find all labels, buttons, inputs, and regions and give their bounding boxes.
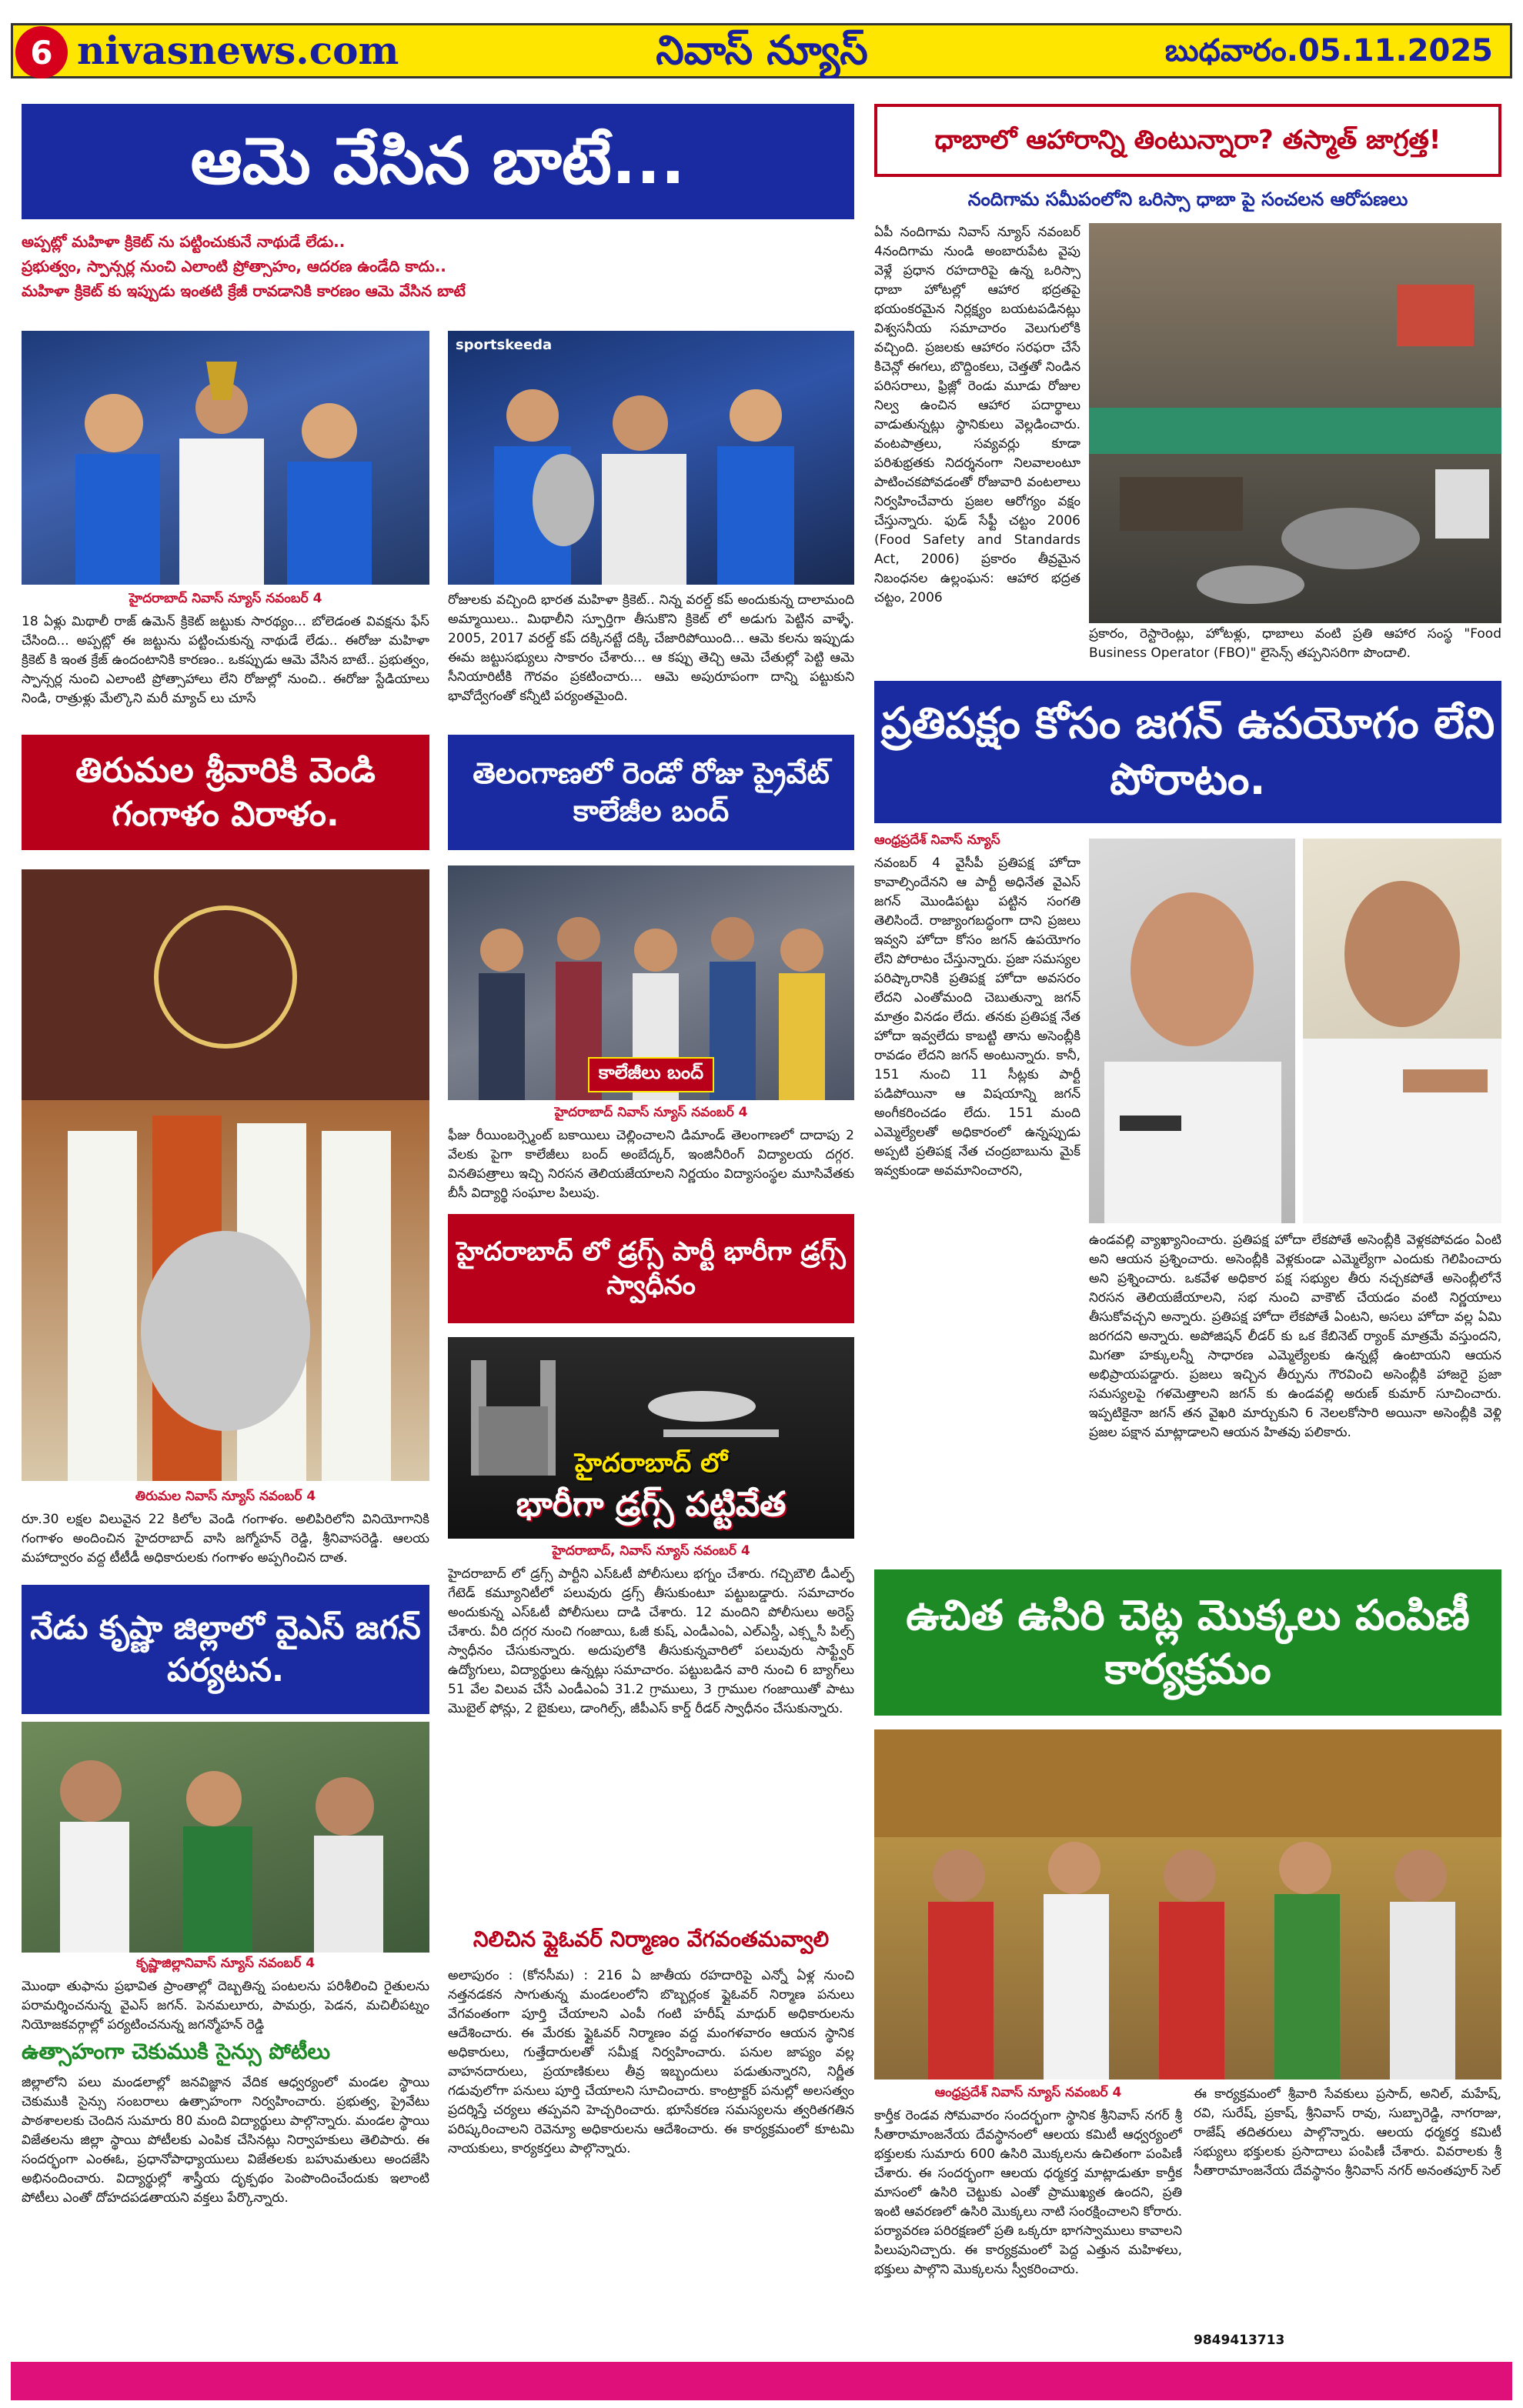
drugs-photo	[448, 1337, 854, 1539]
undavalli-photo	[1303, 839, 1501, 1223]
drugs-body: హైదరాబాద్ లో డ్రగ్స్ పార్టీని ఎస్ఓటీ పోలీసులు భగ్నం చేశారు. గచ్చిబౌలి డీఎల్ఫ్ గేటెడ్ కమ్యూనిటీలో పలువురు డ్రగ్స్ తీసుకుంటూ పట్టుబడ్డారు. సమాచారం అందుకున్న ఎస్ఓటీ పోలీసులు దాడి చేశారు. 12 మందిని పోలీసులు అరెస్ట్ చేశారు. వీరి దగ్గర నుంచి గంజాయి, ఓజీ కుష్, ఎండీఎంఏ, ఎల్ఎస్డీ, ఎక్స్టసీ పిల్స్ స్వాధీనం చేసుకున్నారు. అదుపులోకి తీసుకున్నవారిలో పలువురు సాఫ్ట్వేర్ ఉద్యోగులు, విద్యార్థులు ఉన్నట్లు సమాచారం. పట్టుబడిన వారి నుంచి 6 బ్యాగ్‌లు 51 వేల విలువ చేసే ఎండీఎంఏ 31.2 గ్రాములు, 3 గ్రాముల గంజాయితో పాటు మొబైల్ ఫోన్లు, 2 బైకులు, డాంగిల్స్, జీపీఎస్ కార్డ్ రీడర్ స్వాధీనం చేసుకున్నారు.	[448, 1566, 854, 1716]
jagan-visit-dateline: కృష్ణాజిల్లానివాస్ న్యూస్ నవంబర్ 4	[135, 1956, 316, 1971]
tirumala-photo	[22, 869, 429, 1481]
colleges-photo	[448, 865, 854, 1100]
portrait-photo	[1303, 839, 1501, 1223]
jagan-visit-photo	[22, 1722, 429, 1953]
site-name[interactable]: nivasnews.com	[77, 28, 399, 73]
jagan-visit-body: మొంథా తుఫాను ప్రభావిత ప్రాంతాల్లో దెబ్బతిన్న పంటలను పరిశీలించి రైతులను పరామర్శించనున్న వైఎస్ జగన్. పెనమలూరు, పామర్రు, పెడన, మచిలీపట్నం నియోజకవర్గాల్లో పర్యటించనున్న జగన్మోహన్ రెడ్డి	[22, 1979, 429, 2033]
cricket-headline: ఆమె వేసిన బాటే...	[22, 104, 854, 219]
jagan-photo	[1089, 839, 1295, 1223]
usiri-dateline: ఆంధ్రప్రదేశ్ నివాస్ న్యూస్ నవంబర్ 4	[934, 2085, 1122, 2100]
celebration-photo	[22, 331, 429, 585]
kitchen-photo	[1089, 223, 1501, 623]
cricket-photo-left	[22, 331, 429, 585]
opposition-dateline: ఆంధ్రప్రదేశ్ నివాస్ న్యూస్	[874, 832, 1000, 848]
crowd-photo	[22, 1722, 429, 1953]
dhaba-headline: ధాబాలో ఆహారాన్ని తింటున్నారా? తస్మాత్ జాగ్రత్త!	[874, 104, 1501, 177]
flyover-headline: నిలిచిన ఫ్లైఓవర్ నిర్మాణం వేగవంతమవ్వాలి	[473, 1926, 830, 1952]
tirumala-headline: తిరుమల శ్రీవారికి వెండి గంగాళం విరాళం.	[22, 735, 429, 850]
drugs-headline: హైదరాబాద్ లో డ్రగ్స్ పార్టీ భారీగా డ్రగ్స్ స్వాధీనం	[448, 1214, 854, 1323]
cricket-intro	[22, 229, 854, 325]
portrait-photo	[1089, 839, 1295, 1223]
dhaba-subhead: నందిగామ సమీపంలోని ఒరిస్సా ధాబా పై సంచలన ఆరోపణలు	[967, 188, 1408, 210]
cricket-photo-right	[448, 331, 854, 585]
cricket-body-right: రోజులకు వచ్చింది భారత మహిళా క్రికెట్.. నిన్న వరల్డ్ కప్ అందుకున్న దాలామంది అమ్మాయిలు.. మిథాలీని స్ఫూర్తిగా తీసుకొని క్రికెట్ లో అడుగు పెట్టిన వాళ్ళే. 2005, 2017 వరల్డ్ కప్ దక్కినట్టే దక్కి చేజారిపోయింది... ఆమె కలను ఇప్పుడు ఈమ జట్టుసభ్యులు సాకారం చేశారు... ఆ కప్పు తెచ్చి ఆమె చేతుల్లో పెట్టి ఆమె సీనియారిటీకి గౌరవం ప్రకటించారు... ఆమె అపురూపంగా దాన్ని పట్టుకుని భావోద్వేగంతో కన్నీటి పర్యంతమైంది.	[448, 592, 854, 704]
cricket-intro-line: అప్పట్లో మహిళా క్రికెట్ ను పట్టించుకునే నాథుడే లేడు..	[22, 232, 346, 251]
opposition-body-bottom: ఉండవల్లి వ్యాఖ్యానించారు. ప్రతిపక్ష హోదా లేకపోతే అసెంబ్లీకి వెళ్లకపోవడం ఏంటి అని ఆయన ప్రశ్నించారు. అసెంబ్లీకి వెళ్లకుండా ఎమ్మెల్యేగా ఎందుకు గెలిపించారు అని ప్రశ్నించారు. ఒకవేళ అధికార పక్ష సభ్యుల తీరు నచ్చకపోతే అసెంబ్లీలోనే నిరసన తెలియజేయాలని, సభ నుంచి వాకౌట్ చేయడం వంటి నిర్ణయాలు తీసుకోవచ్చని అన్నారు. ప్రతిపక్ష హోదా లేకపోతే ఏంటని, అసలు హోదా వల్ల ఏమి జరగదని అన్నారు. అపోజిషన్ లీడర్ కు ఒక కేబినెట్ ర్యాంక్ మాత్రమే వస్తుందని, మిగతా హక్కులన్నీ సాధారణ ఎమ్మెల్యేలకు ఉన్నట్లే ఉంటాయని ఆయన అభిప్రాయపడ్డారు. ప్రజలు ఇచ్చిన తీర్పును గౌరవించి అసెంబ్లీకి హాజరై ప్రజా సమస్యలపై గళమెత్తాలని జగన్ కు ఉండవల్లి అరుణ్ కుమార్ సూచించారు. ఇప్పటికైనా జగన్ తన వైఖరి మార్చుకుని 6 నెలలకోసారి అయినా అసెంబ్లీకి వెళ్లి ప్రజల పక్షాన మాట్లాడాలని ఆయన హితవు పలికారు.	[1089, 1232, 1501, 1440]
cricket-dateline: హైదరాబాద్ నివాస్ న్యూస్ నవంబర్ 4	[129, 591, 322, 606]
flyover-body: అలాపురం : (కోనసీమ) : 216 ఏ జాతీయ రహదారిపై ఎన్నో ఏళ్ల నుంచి నత్తనడకన సాగుతున్న మండలంలోని బొబ్బర్లంక ఫ్లైఓవర్ నిర్మాణ పనులు వేగవంతంగా పూర్తి చేయాలని ఎంపీ గంటి హరీష్ మాధుర్ అధికారులను ఆదేశించారు. ఈ మేరకు ఫ్లైఓవర్ నిర్మాణం వద్ద మంగళవారం ఆయన స్థానిక అధికారులు, గుత్తేదారులతో సమీక్ష నిర్వహించారు. పనుల జాప్యం వల్ల వాహనదారులు, ప్రయాణికులు తీవ్ర ఇబ్బందులు పడుతున్నారని, నిర్ణీత గడువులోగా పనులు పూర్తి చేయాలని సూచించారు. కాంట్రాక్టర్ పనుల్లో అలసత్వం ప్రదర్శిస్తే చర్యలు తప్పవని హెచ్చరించారు. భూసేకరణ సమస్యలను త్వరితగతిన పరిష్కరించాలని రెవెన్యూ అధికారులను ఆదేశించారు. ఈ కార్యక్రమంలో కూటమి నాయకులు, కార్యకర్తలు పాల్గొన్నారు.	[448, 1968, 854, 2156]
opposition-body-left: నవంబర్ 4 వైసీపీ ప్రతిపక్ష హోదా కావాల్సిందేనని ఆ పార్టీ అధినేత వైఎస్ జగన్ మొండిపట్టు పట్టిన సంగతి తెలిసిందే. రాజ్యాంగబద్ధంగా దాని ప్రజలు ఇవ్వని హోదా కోసం జగన్ ఉపయోగం లేని పోరాటం చేస్తున్నారు. ప్రజా సమస్యల పరిష్కారానికి ప్రతిపక్ష హోదా అవసరం లేదని ఎంతోమంది చెబుతున్నా జగన్ మాత్రం వినడం లేదు. తనకు ప్రతిపక్ష నేత హోదా ఇవ్వలేదు కాబట్టి తాను అసెంబ్లీకి రావడం లేదని జగన్ అంటున్నారు. కానీ, 151 నుంచి 11 సీట్లకు పార్టీ పడిపోయినా ఆ విషయాన్ని జగన్ అంగీకరించడం లేదు. 151 మంది ఎమ్మెల్యేలతో అధికారంలో ఉన్నప్పుడు అప్పటి ప్రతిపక్ష నేత చంద్రబాబును మైక్ ఇవ్వకుండా అవమానించారని,	[874, 855, 1080, 1179]
dhaba-body-left: ఏపీ నందిగామ నివాస్ న్యూస్ నవంబర్ 4నందిగామ నుండి అంబారుపేట వైపు వెళ్లే ప్రధాన రహదారిపై ఉన్న ఒరిస్సా ధాబా హోటల్లో ఆహార భద్రతపై భయంకరమైన నిర్లక్ష్యం బయటపడినట్లు విశ్వసనీయ సమాచారం వెలుగులోకి వచ్చింది. ప్రజలకు ఆహారం సరఫరా చేసే కిచెన్లో ఈగలు, బొద్దింకలు, చెత్తతో నిండిన పరిసరాలు, ఫ్రిజ్లో రెండు మూడు రోజుల నిల్వ ఉంచిన ఆహార పదార్థాలు వాడుతున్నట్లు స్థానికులు వెల్లడించారు. వంటపాత్రలు, సవ్యవర్లు కూడా పరిశుభ్రతకు నిదర్శనంగా నిలవాలంటూ పాటించకపోవడంతో రోజువారి వంటలాలు నిర్వహించేవారు ప్రజల ఆరోగ్యం వక్షం చేస్తున్నారు. ఫుడ్ సేఫ్టీ చట్టం 2006 (Food Safety and Standards Act, 2006) ప్రకారం తీవ్రమైన నిబంధనల ఉల్లంఘన: ఆహార భద్రత చట్టం, 2006	[874, 225, 1080, 605]
drugs-photo-line1: హైదరాబాద్ లో	[574, 1448, 728, 1479]
temple-photo	[22, 869, 429, 1481]
trophy-photo	[448, 331, 854, 585]
tirumala-dateline: తిరుమల నివాస్ న్యూస్ నవంబర్ 4	[135, 1489, 316, 1504]
dhaba-kitchen-photo	[1089, 223, 1501, 623]
chess-headline: ఉత్సాహంగా చెకుముకి సైన్సు పోటీలు	[22, 2039, 331, 2064]
dhaba-body-right: ప్రకారం, రెస్టారెంట్లు, హోటళ్లు, ధాబాలు వంటి ప్రతి ఆహార సంస్థ "Food Business Operator (FBO)" లైసెన్స్ తప్పనిసరిగా పొందాలి.	[1089, 626, 1501, 661]
issue-date: బుధవారం.05.11.2025	[1164, 33, 1493, 68]
colleges-dateline: హైదరాబాద్ నివాస్ న్యూస్ నవంబర్ 4	[554, 1105, 748, 1120]
footer-bar	[11, 2362, 1512, 2400]
jagan-visit-headline: నేడు కృష్ణా జిల్లాలో వైఎస్ జగన్ పర్యటన.	[22, 1585, 429, 1714]
usiri-phone: 9849413713	[1194, 2333, 1285, 2348]
drugs-dateline: హైదరాబాద్, నివాస్ న్యూస్ నవంబర్ 4	[552, 1543, 750, 1559]
usiri-body-right: ఈ కార్యక్రమంలో శ్రీవారి సేవకులు ప్రసాద్, అనిల్, మహేష్, రవి, సురేష్, ప్రకాష్, శ్రీనివాస్ రావు, సుబ్బారెడ్డి, నాగరాజు, రాజేష్ తదితరులు పాల్గొన్నారు. ఆలయ ధర్మకర్త కమిటీ సభ్యులు భక్తులకు ప్రసాదాలు పంపిణీ చేశారు. వివరాలకు శ్రీ సీతారామాంజనేయ దేవస్థానం శ్రీనివాస్ నగర్ అనంతపూర్ సెల్	[1194, 2086, 1501, 2179]
cricket-intro-line: మహిళా క్రికెట్ కు ఇప్పుడు ఇంతటి క్రేజీ రావడానికి కారణం ఆమె వేసిన బాటే	[22, 282, 466, 300]
chess-body: జిల్లాలోని పలు మండలాల్లో జనవిజ్ఞాన వేదిక ఆధ్వర్యంలో మండల స్థాయి చెకుముకి సైన్సు సంబరాలు ఉత్సాహంగా నిర్వహించారు. ప్రభుత్వ, ప్రైవేటు పాఠశాలలకు చెందిన సుమారు 80 మంది విద్యార్థులు పాల్గొన్నారు. మండల స్థాయి విజేతలను జిల్లా స్థాయి పోటీలకు ఎంపిక చేసినట్లు నిర్వాహకులు తెలిపారు. ఈ సందర్భంగా ఎంఈఓ, ప్రధానోపాధ్యాయులు విజేతలకు బహుమతులు అందజేసి అభినందించారు. విద్యార్థుల్లో శాస్త్రీయ దృక్పథం పెంపొందించేందుకు ఇలాంటి పోటీలు ఎంతో దోహదపడతాయని వక్తలు పేర్కొన్నారు.	[22, 2075, 429, 2206]
usiri-body-left: కార్తీక రెండవ సోమవారం సందర్భంగా స్థానిక శ్రీనివాస్ నగర్ శ్రీ సీతారామాంజనేయ దేవస్థానంలో ఆలయ కమిటీ ఆధ్వర్యంలో భక్తులకు సుమారు 600 ఉసిరి మొక్కలను ఉచితంగా పంపిణీ చేశారు. ఈ సందర్భంగా ఆలయ ధర్మకర్త మాట్లాడుతూ కార్తీక మాసంలో ఉసిరి చెట్టుకు ఎంతో ప్రాముఖ్యత ఉందని, ప్రతి ఇంటి ఆవరణలో ఉసిరి మొక్కలు నాటి సంరక్షించాలని కోరారు. పర్యావరణ పరిరక్షణలో ప్రతి ఒక్కరూ భాగస్వాములు కావాలని పిలుపునిచ్చారు. ఈ కార్యక్రమంలో పెద్ద ఎత్తున మహిళలు, భక్తులు పాల్గొని మొక్కలను స్వీకరించారు.	[874, 2108, 1182, 2277]
colleges-headline: తెలంగాణలో రెండో రోజు ప్రైవేట్ కాలేజీల బంద్	[448, 735, 854, 850]
colleges-photo-label: కాలేజీలు బంద్	[588, 1057, 714, 1092]
paper-name: నివాస్ న్యూస్	[656, 28, 868, 74]
opposition-headline: ప్రతిపక్షం కోసం జగన్ ఉపయోగం లేని పోరాటం.	[874, 681, 1501, 823]
colleges-body: ఫీజు రీయింబర్స్మెంట్ బకాయిలు చెల్లించాలని డిమాండ్ తెలంగాణలో దాదాపు 2 వేలకు పైగా కాలేజీలు బంద్ అంబేద్కర్, ఇంజినీరింగ్ విద్యాలయ దగ్గర. వినతిపత్రాలు ఇచ్చి నిరసన తెలియజేయాలని నిర్ణయం విద్యాసంస్థల మూసివేతకు బీసీ విద్యార్థి సంఘాల పిలుపు.	[448, 1128, 854, 1201]
drugs-photo-line2: భారీగా డ్రగ్స్ పట్టివేత	[516, 1485, 787, 1524]
cricket-body-left: 18 ఏళ్లు మిథాలీ రాజ్ ఉమెన్ క్రికెట్ జట్టుకు సారథ్యం... బోలెడంత వివక్షను ఫేస్ చేసింది... అప్పట్లో ఈ జట్టును పట్టించుకున్న నాథుడే లేడు.. ఈరోజు మహిళా క్రికెట్ కి ఇంత క్రేజ్ ఉందంటానికి కారణం.. ఒకప్పుడు ఆమె వేసిన బాటే.. ప్రభుత్వం, స్పాన్సర్ల నుంచి ఎలాంటి ప్రోత్సాహాలు లేని రోజుల్లో నుంచి.. ఈరోజు స్టేడియాలు నిండి, రాత్రుళ్లు మేల్కొని మరీ మ్యాచ్ లు చూసే	[22, 614, 429, 706]
photo-watermark: sportskeeda	[456, 337, 553, 353]
usiri-photo	[874, 1729, 1501, 2079]
page-number: 6	[15, 26, 68, 78]
tirumala-body: రూ.30 లక్షల విలువైన 22 కిలోల వెండి గంగాళం. అలిపిరిలోని వినియోగానికి గంగాళం అందించిన హైదరాబాద్ వాసి జగ్మోహన్ రెడ్డి, శ్రీనివాసరెడ్డి. ఆలయ మహాద్వారం వద్ద టీటీడీ అధికారులకు గంగాళం అప్పగించిన దాత.	[22, 1512, 429, 1566]
cricket-intro-line: ప్రభుత్వం, స్పాన్సర్ల నుంచి ఎలాంటి ప్రోత్సాహం, ఆదరణ ఉండేది కాదు..	[22, 257, 446, 275]
usiri-headline: ఉచిత ఉసిరి చెట్ల మొక్కలు పంపిణీ కార్యక్రమం	[874, 1569, 1501, 1716]
temple-gathering-photo	[874, 1729, 1501, 2079]
